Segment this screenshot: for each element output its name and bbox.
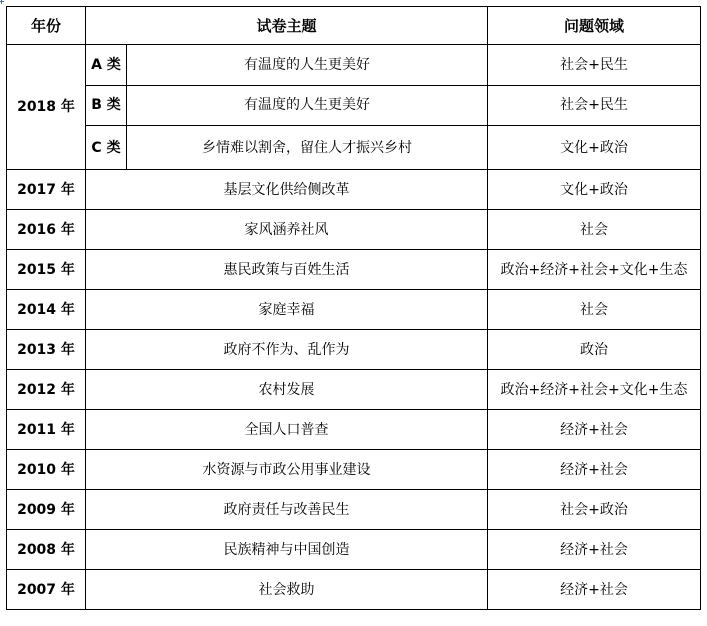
table-row <box>7 490 701 530</box>
theme-cell: 家风涵养社风 <box>86 210 488 250</box>
year-cell: 2009 年 <box>7 490 86 530</box>
theme-cell: 政府不作为、乱作为 <box>86 330 488 370</box>
theme-cell: 有温度的人生更美好 <box>127 85 488 126</box>
year-cell: 2010 年 <box>7 450 86 490</box>
table-row <box>7 250 701 290</box>
domain-cell: 社会+民生 <box>488 85 701 126</box>
category-cell: A 类 <box>86 45 127 86</box>
domain-cell: 政治+经济+社会+文化+生态 <box>488 370 701 410</box>
theme-cell: 基层文化供给侧改革 <box>86 170 488 210</box>
theme-cell: 惠民政策与百姓生活 <box>86 250 488 290</box>
year-cell: 2016 年 <box>7 210 86 250</box>
table-row <box>7 450 701 490</box>
domain-cell: 社会 <box>488 290 701 330</box>
table-row <box>7 330 701 370</box>
domain-cell: 经济+社会 <box>488 570 701 610</box>
table-row <box>7 410 701 450</box>
domain-cell: 社会 <box>488 210 701 250</box>
theme-cell: 家庭幸福 <box>86 290 488 330</box>
theme-cell: 有温度的人生更美好 <box>127 45 488 86</box>
year-cell: 2014 年 <box>7 290 86 330</box>
year-cell: 2013 年 <box>7 330 86 370</box>
table-row <box>7 126 701 170</box>
category-cell: C 类 <box>86 126 127 170</box>
theme-cell: 农村发展 <box>86 370 488 410</box>
theme-cell: 社会救助 <box>86 570 488 610</box>
table-row <box>7 570 701 610</box>
table-row <box>7 530 701 570</box>
table-row <box>7 370 701 410</box>
domain-cell: 经济+社会 <box>488 530 701 570</box>
header-theme: 试卷主题 <box>86 7 488 45</box>
domain-cell: 政治 <box>488 330 701 370</box>
theme-cell: 政府责任与改善民生 <box>86 490 488 530</box>
category-cell: B 类 <box>86 85 127 126</box>
theme-cell: 水资源与市政公用事业建设 <box>86 450 488 490</box>
table-row <box>7 290 701 330</box>
year-cell: 2011 年 <box>7 410 86 450</box>
table-row <box>7 210 701 250</box>
domain-cell: 文化+政治 <box>488 170 701 210</box>
year-cell: 2008 年 <box>7 530 86 570</box>
theme-cell: 全国人口普查 <box>86 410 488 450</box>
table-row <box>7 170 701 210</box>
domain-cell: 社会+民生 <box>488 45 701 86</box>
header-year: 年份 <box>7 7 86 45</box>
exam-topics-table-container <box>6 6 701 610</box>
header-domain: 问题领域 <box>488 7 701 45</box>
year-cell: 2012 年 <box>7 370 86 410</box>
exam-topics-table <box>6 6 701 610</box>
theme-cell: 民族精神与中国创造 <box>86 530 488 570</box>
theme-cell: 乡情难以割舍，留住人才振兴乡村 <box>127 126 488 170</box>
domain-cell: 政治+经济+社会+文化+生态 <box>488 250 701 290</box>
year-cell-2018: 2018 年 <box>7 45 86 170</box>
year-cell: 2007 年 <box>7 570 86 610</box>
table-row <box>7 45 701 86</box>
domain-cell: 社会+政治 <box>488 490 701 530</box>
header-row <box>7 7 701 45</box>
year-cell: 2017 年 <box>7 170 86 210</box>
domain-cell: 经济+社会 <box>488 410 701 450</box>
domain-cell: 文化+政治 <box>488 126 701 170</box>
year-cell: 2015 年 <box>7 250 86 290</box>
domain-cell: 经济+社会 <box>488 450 701 490</box>
table-row <box>7 85 701 126</box>
